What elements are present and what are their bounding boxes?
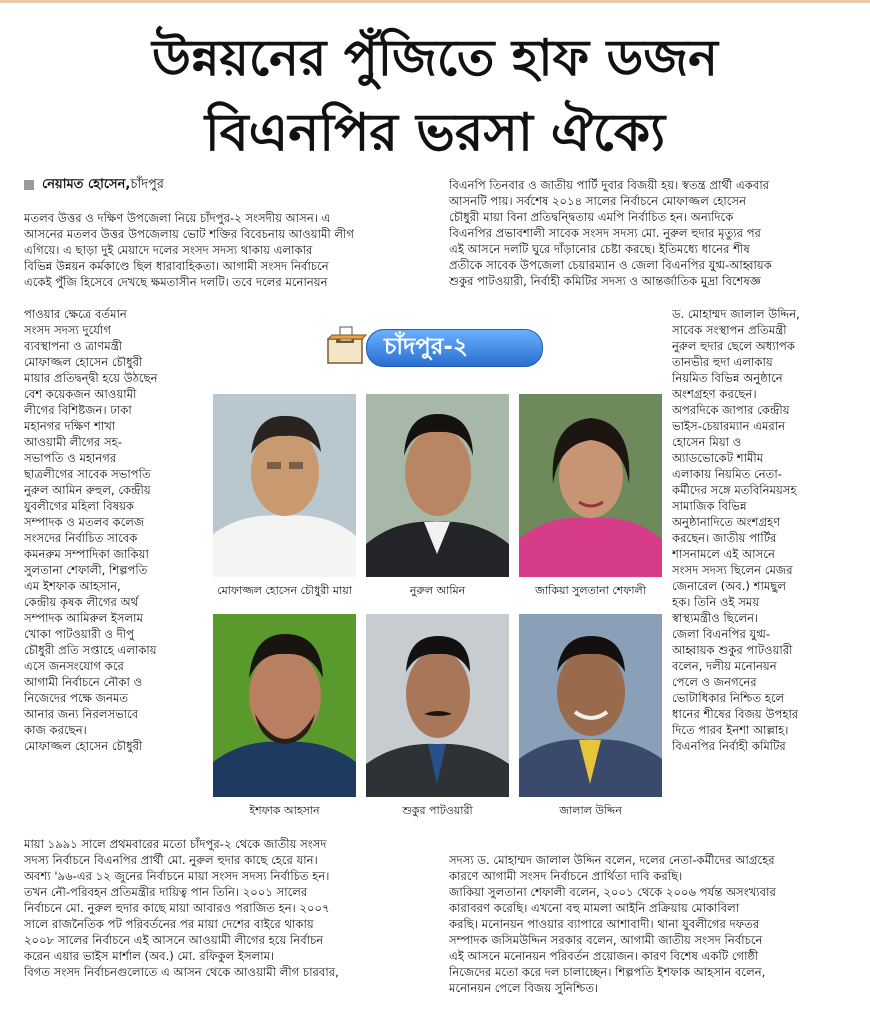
article-line: আনার জন্য নিরলসভাবে [24, 707, 139, 721]
article-line: ছাত্রলীগের সাবেক সভাপতি [24, 467, 151, 481]
article-line: প্রতীকে সাবেক উপজেলা চেয়ারম্যান ও জেলা বিএনপির যুগ্ম-আহ্বায়ক [449, 258, 772, 272]
article-line: অ্যাডভোকেট শামীম [672, 451, 764, 465]
article-line: ড. মোহাম্মদ জালাল উদ্দিন, [672, 307, 800, 321]
article-line: সামাজিক বিভিন্ন [672, 499, 747, 513]
article-line: করেন এয়ার ভাইস মার্শাল (অব.) মো. রফিকুল ইসলাম। [24, 949, 275, 963]
article-line: এম ইশফাক আহসান, [24, 579, 121, 593]
article-line: সংসদের নির্বাচিত সাবেক [24, 531, 138, 545]
article-line: কমনরুম সম্পাদিকা জাকিয়া [24, 547, 149, 561]
candidate-caption-6: জালাল উদ্দিন [559, 804, 622, 817]
article-line: কেন্দ্রীয় কৃষক লীগের অর্থ [24, 595, 139, 609]
candidate-photo-6 [519, 614, 662, 797]
article-line: মায়ার প্রতিদ্বন্দ্বী হয়ে উঠছেন [24, 371, 158, 385]
article-line: একেই পুঁজি হিসেবে দেখছে ক্ষমতাসীন দলটি। তবে দলের মনোনয়ন [24, 275, 328, 289]
article-line: আগামী নির্বাচনে নৌকা ও [24, 675, 143, 689]
article-line: খোকা পাটওয়ারী ও দীপু [24, 627, 134, 641]
article-line: বিগত সংসদ নির্বাচনগুলোতে এ আসন থেকে আওয়ামী লীগ চারবার, [24, 965, 339, 979]
candidate-photo-5 [366, 614, 509, 797]
article-line: যুবলীগের মহিলা বিষয়ক [24, 499, 135, 513]
article-line: নিয়মিত বিভিন্ন অনুষ্ঠানে [672, 371, 783, 385]
candidate-photo-3 [519, 394, 662, 577]
top-rule [0, 0, 870, 3]
byline-square-icon [24, 180, 34, 190]
article-line: ধানের শীষের বিজয় উপহার [672, 707, 799, 721]
article-right-column [672, 306, 850, 754]
candidate-caption-1: মোফাজ্জল হোসেন চৌধুরী মায়া [217, 584, 352, 597]
article-line: শাসনামলে এই আসনে [672, 547, 775, 561]
article-line: এগিয়ে। এ ছাড়া দুই মেয়াদে দলের সংসদ সদস্য থাকায় এলাকার [24, 243, 313, 257]
article-line: মহানগর দক্ষিণ শাখা [24, 419, 116, 433]
article-line: অপরদিকে জাপার কেন্দ্রীয় [672, 403, 790, 417]
constituency-banner [318, 323, 543, 371]
article-line: সালে রাজনৈতিক পট পরিবর্তনের পর মায়া দেশের বাইরে থাকায় [24, 917, 314, 931]
article-line: ব্যবস্থাপনা ও ত্রাণমন্ত্রী [24, 339, 123, 353]
article-line: জাকিয়া সুলতানা শেফালী বলেন, ২০০১ থেকে ২০০৬ পর্যন্ত অসংখ্যবার [449, 885, 776, 899]
article-line: কর্মীদের সঙ্গে মতবিনিময়সহ [672, 483, 797, 497]
article-line: বেশ কয়েকজন আওয়ামী [24, 387, 137, 401]
article-line: বলেন, দলীয় মনোনয়ন [672, 659, 777, 673]
article-line: চৌধুরী মায়া বিনা প্রতিদ্বন্দ্বিতায় এমপি নির্বাচিত হন। অন্যদিকে [449, 210, 734, 224]
article-line: সম্পাদক জসিমউদ্দিন সরকার বলেন, আগামী জাতীয় সংসদ নির্বাচনে [449, 933, 763, 947]
article-line: বিএনপির প্রভাবশালী সাবেক সংসদ সদস্য মো. নুরুল হুদার মৃত্যুর পর [449, 226, 761, 240]
article-line: করছেন। জাতীয় পার্টির [672, 531, 777, 545]
candidate-caption-4: ইশফাক আহসান [249, 804, 320, 817]
article-line: কাজ করছেন। [24, 723, 87, 737]
article-line: নিজেদের পক্ষে জনমত [24, 691, 129, 705]
article-line: আহ্বায়ক শুকুর পাটওয়ারী [672, 643, 793, 657]
article-line: সংসদ সদস্য ছিলেন মেজর [672, 563, 793, 577]
article-left-top [24, 210, 424, 290]
article-line: তখন নৌ-পরিবহন প্রতিমন্ত্রীর দায়িত্ব পান তিনি। ২০০১ সালের [24, 885, 308, 899]
article-line: মোফাজ্জল হোসেন চৌধুরী [24, 355, 143, 369]
article-line: পাওয়ার ক্ষেত্রে বর্তমান [24, 307, 127, 321]
banner-label: চাঁদপুর-২ [384, 334, 468, 360]
article-line: অংশগ্রহণ করছেন। [672, 387, 757, 401]
byline-author: নেয়ামত হোসেন, [42, 177, 131, 192]
article-line: শুকুর পাটওয়ারী, নির্বাহী কমিটির সদস্য ও আন্তর্জাতিক মুদ্রা বিশেষজ্ঞ [449, 274, 761, 288]
article-line: করছি। মনোনয়ন পাওয়ার ব্যাপারে আশাবাদী। থানা যুবলীগের দফতর [449, 917, 760, 931]
article-line: হক। তিনি ওই সময় [672, 595, 760, 609]
article-line: বিএনপি তিনবার ও জাতীয় পার্টি দুবার বিজয়ী হয়। স্বতন্ত্র প্রার্থী একবার [449, 178, 770, 192]
article-line: সংসদ সদস্য দুর্যোগ [24, 323, 111, 337]
headline-line-1: উন্নয়নের পুঁজিতে হাফ ডজন [152, 29, 718, 87]
article-line: নিজেদের মতো করে দল চালাচ্ছেন। শিল্পপতি ইশফাক আহসান বলেন, [449, 965, 766, 979]
article-line: পেলে ও জনগনের [672, 675, 757, 689]
article-line: ভাইস-চেয়ারম্যান এমরান [672, 419, 786, 433]
article-line: নুরুল আমিন রুহুল, কেন্দ্রীয় [24, 483, 151, 497]
article-line: নুরুল হুদার ছেলে অধ্যাপক [672, 339, 796, 353]
article-line: এসে জনসংযোগ করে [24, 659, 124, 673]
article-left-column [24, 306, 202, 754]
article-line: কারাবরণ করেছি। এখনো বহু মামলা আইনি প্রক্রিয়ায় মোকাবিলা [449, 901, 740, 915]
article-right-top [449, 177, 849, 289]
byline [24, 177, 164, 193]
article-line: আসনের মতলব উত্তর উপজেলায় ভোট শক্তির বিবেচনায় আওয়ামী লীগ [24, 227, 354, 241]
article-line: বিএনপির নির্বাহী কমিটির [672, 739, 786, 753]
article-line: সম্পাদক ও মতলব কলেজ [24, 515, 145, 529]
ballot-box-icon [324, 325, 368, 365]
article-line: সম্পাদক আমিরুল ইসলাম [24, 611, 143, 625]
article-line: আসনটি পায়। সর্বশেষ ২০১৪ সালের নির্বাচনে মোফাজ্জল হোসেন [449, 194, 747, 208]
article-line: স্বাস্থ্যমন্ত্রীও ছিলেন। [672, 611, 759, 625]
article-line: সভাপতি ও মহানগর [24, 451, 117, 465]
article-line: বিভিন্ন উন্নয়ন কর্মকাণ্ডে ছিল ধারাবাহিকতা। আগামী সংসদ নির্বাচনে [24, 259, 329, 273]
headline-line-2: বিএনপির ভরসা ঐক্যে [204, 103, 666, 163]
byline-place: চাঁদপুর [130, 177, 164, 192]
candidate-photo-2 [366, 394, 509, 577]
article-line: লীগের বিশিষ্টজন। ঢাকা [24, 403, 132, 417]
article-line: সদস্য নির্বাচনে বিএনপির প্রার্থী মো. নুরুল হুদার কাছে হেরে যান। [24, 853, 318, 867]
candidate-caption-5: শুকুর পাটওয়ারী [402, 804, 473, 817]
article-line: অনুষ্ঠানাদিতে অংশগ্রহণ [672, 515, 781, 529]
article-line: এই আসনে মনোনয়ন পরিবর্তন প্রয়োজন। কারণ বিশেষ একটি গোষ্ঠী [449, 949, 759, 963]
article-line: মায়া ১৯৯১ সালে প্রথমবারের মতো চাঁদপুর-২ থেকে জাতীয় সংসদ [24, 837, 327, 851]
article-line: জেলা বিএনপির যুগ্ম- [672, 627, 771, 641]
candidate-caption-2: নুরুল আমিন [409, 584, 466, 597]
article-line: মতলব উত্তর ও দক্ষিণ উপজেলা নিয়ে চাঁদপুর-২ সংসদীয় আসন। এ [24, 211, 331, 225]
article-left-bottom [24, 836, 424, 980]
article-line: দিতে পারব ইনশা আল্লাহ। [672, 723, 789, 737]
article-line: ভোটাধিকার নিশ্চিত হলে [672, 691, 785, 705]
candidate-caption-3: জাকিয়া সুলতানা শেফালী [535, 584, 646, 597]
article-line: এই আসনে দলটি ঘুরে দাঁড়ানোর চেষ্টা করছে। ইতিমধ্যে ধানের শীষ [449, 242, 750, 256]
article-line: মনোনয়ন পেলে বিজয় সুনিশ্চিত। [449, 981, 599, 995]
article-line: নির্বাচনে মো. নুরুল হুদার কাছে মায়া আবারও পরাজিত হন। ২০০৭ [24, 901, 330, 915]
article-line: হোসেন মিয়া ও [672, 435, 742, 449]
article-line: তানভীর হুদা এলাকায় [672, 355, 773, 369]
article-line: মোফাজ্জল হোসেন চৌধুরী [24, 739, 143, 753]
candidate-photo-1 [213, 394, 356, 577]
article-line: সাবেক সংস্থাপন প্রতিমন্ত্রী [672, 323, 787, 337]
article-line: কারণে আগামী সংসদ নির্বাচনে প্রার্থিতা দাবি করছি। [449, 869, 683, 883]
article-line: আওয়ামী লীগের সহ- [24, 435, 122, 449]
article-right-bottom [449, 852, 849, 996]
candidate-photo-4 [213, 614, 356, 797]
article-line: অবশ্য '৯৬-এর ১২ জুনের নির্বাচনে মায়া সংসদ সদস্য নির্বাচিত হন। [24, 869, 330, 883]
article-line: চৌধুরী প্রতি সপ্তাহে এলাকায় [24, 643, 157, 657]
article-line: সদস্য ড. মোহাম্মদ জালাল উদ্দিন বলেন, দলের নেতা-কর্মীদের আগ্রহের [449, 853, 775, 867]
article-line: জেনারেল (অব.) শামছুল [672, 579, 786, 593]
article-line: এলাকায় নিয়মিত নেতা- [672, 467, 782, 481]
article-line: ২০০৮ সালের নির্বাচনে এই আসনে আওয়ামী লীগের হয়ে নির্বাচন [24, 933, 324, 947]
article-line: সুলতানা শেফালী, শিল্পপতি [24, 563, 148, 577]
